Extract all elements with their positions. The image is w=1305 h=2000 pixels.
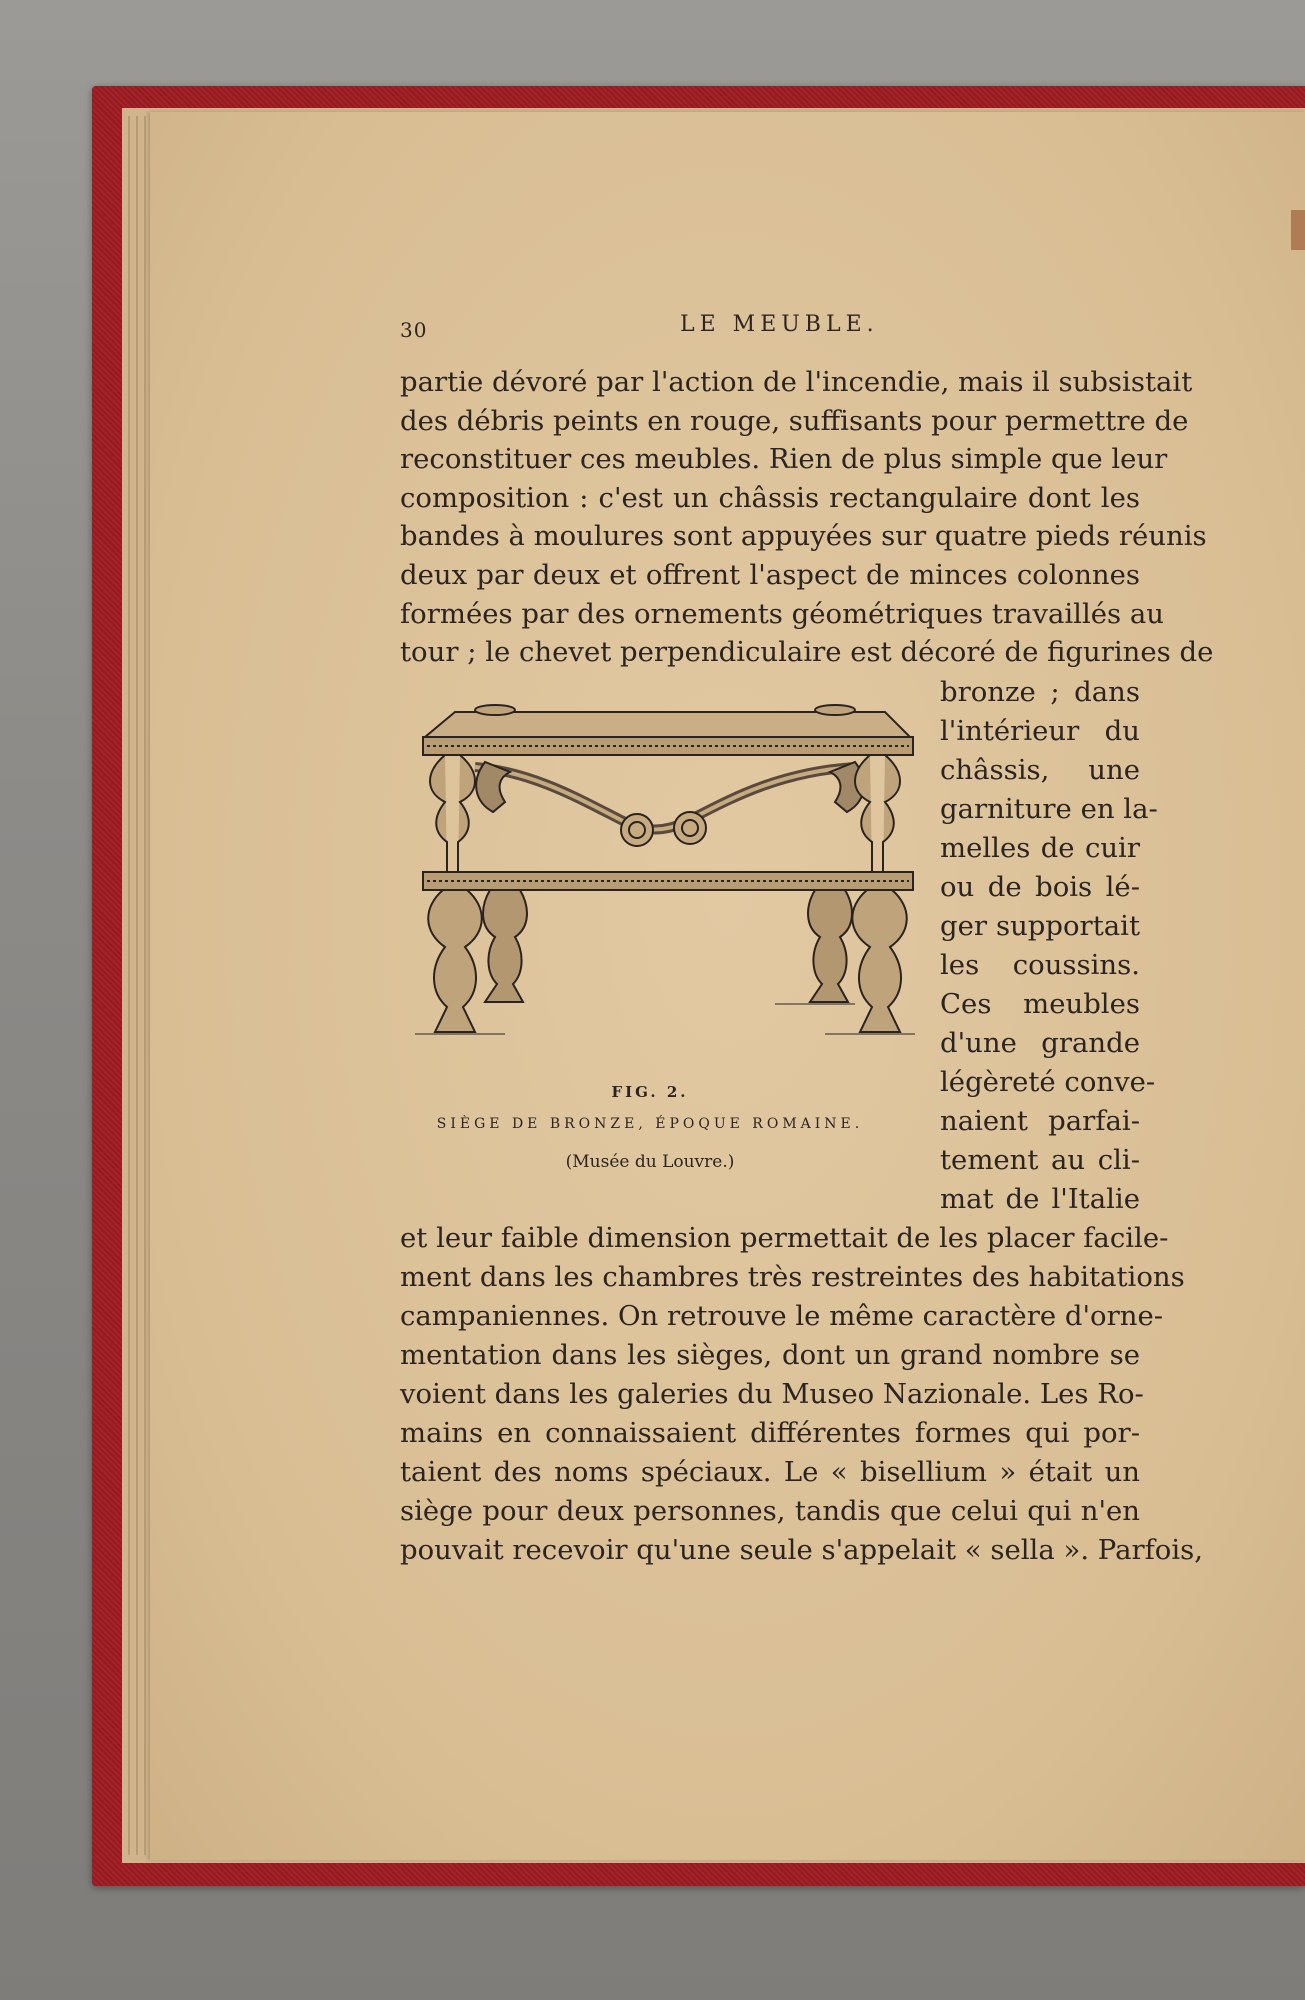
figure-label: FIG. 2. [611, 1083, 689, 1101]
text-line: bandes à moulures sont appuyées sur quatre pieds réunis [400, 520, 1207, 553]
text-line: ment dans les chambres très restreintes des habitations [400, 1261, 1185, 1293]
running-title: LE MEUBLE. [680, 312, 879, 337]
text-line: deux par deux et offrent l'aspect de minces colonnes [400, 559, 1140, 591]
text-line: siège pour deux personnes, tandis que celui qui n'en [400, 1495, 1140, 1527]
text-line: garniture en la- [940, 793, 1158, 825]
text-line: composition : c'est un châssis rectangulaire dont les [400, 481, 1140, 514]
page-edge [136, 116, 138, 1855]
text-line: reconstituer ces meubles. Rien de plus simple que leur [400, 443, 1168, 476]
text-line: tour ; le chevet perpendiculaire est décoré de figurines de [400, 636, 1214, 669]
page-edge [128, 116, 130, 1855]
text-line: ou de bois lé- [940, 871, 1140, 903]
text-line: ger supportait [940, 910, 1140, 942]
text-line: les coussins. [940, 949, 1140, 981]
text-line: d'une grande [940, 1027, 1140, 1059]
text-line: et leur faible dimension permettait de les placer facile- [400, 1222, 1169, 1254]
text-line: melles de cuir [940, 832, 1140, 864]
figure-museum: (Musée du Louvre.) [565, 1152, 735, 1172]
text-line: campaniennes. On retrouve le même caractère d'orne- [400, 1300, 1164, 1332]
next-page-edge [1291, 210, 1305, 250]
text-line: Ces meubles [940, 988, 1140, 1020]
page-header [0, 308, 1305, 348]
text-line: mains en connaissaient différentes formes qui por- [400, 1417, 1140, 1449]
text-line: bronze ; dans [940, 676, 1140, 708]
text-line: tement au cli- [940, 1144, 1140, 1176]
text-line: châssis, une [940, 754, 1140, 786]
text-line: formées par des ornements géométriques travaillés au [400, 597, 1164, 630]
page-number: 30 [400, 318, 428, 342]
text-line: taient des noms spéciaux. Le « bisellium » était un [400, 1456, 1140, 1488]
text-line: pouvait recevoir qu'une seule s'appelait « sella ». Parfois, [400, 1534, 1203, 1566]
text-line: l'intérieur du [940, 715, 1140, 747]
text-line: des débris peints en rouge, suffisants pour permettre de [400, 404, 1189, 437]
text-line: mentation dans les sièges, dont un grand nombre se [400, 1339, 1140, 1371]
bronze-seat-illustration [415, 692, 925, 1072]
page-edge [144, 116, 146, 1855]
text-line: voient dans les galeries du Museo Nazionale. Les Ro- [400, 1378, 1144, 1410]
text-line: naient parfai- [940, 1105, 1140, 1137]
text-line: mat de l'Italie [940, 1183, 1140, 1215]
figure-title: SIÈGE DE BRONZE, ÉPOQUE ROMAINE. [436, 1116, 864, 1132]
text-line: partie dévoré par l'action de l'incendie, mais il subsistait [400, 366, 1193, 398]
text-line: légèreté conve- [940, 1066, 1156, 1098]
